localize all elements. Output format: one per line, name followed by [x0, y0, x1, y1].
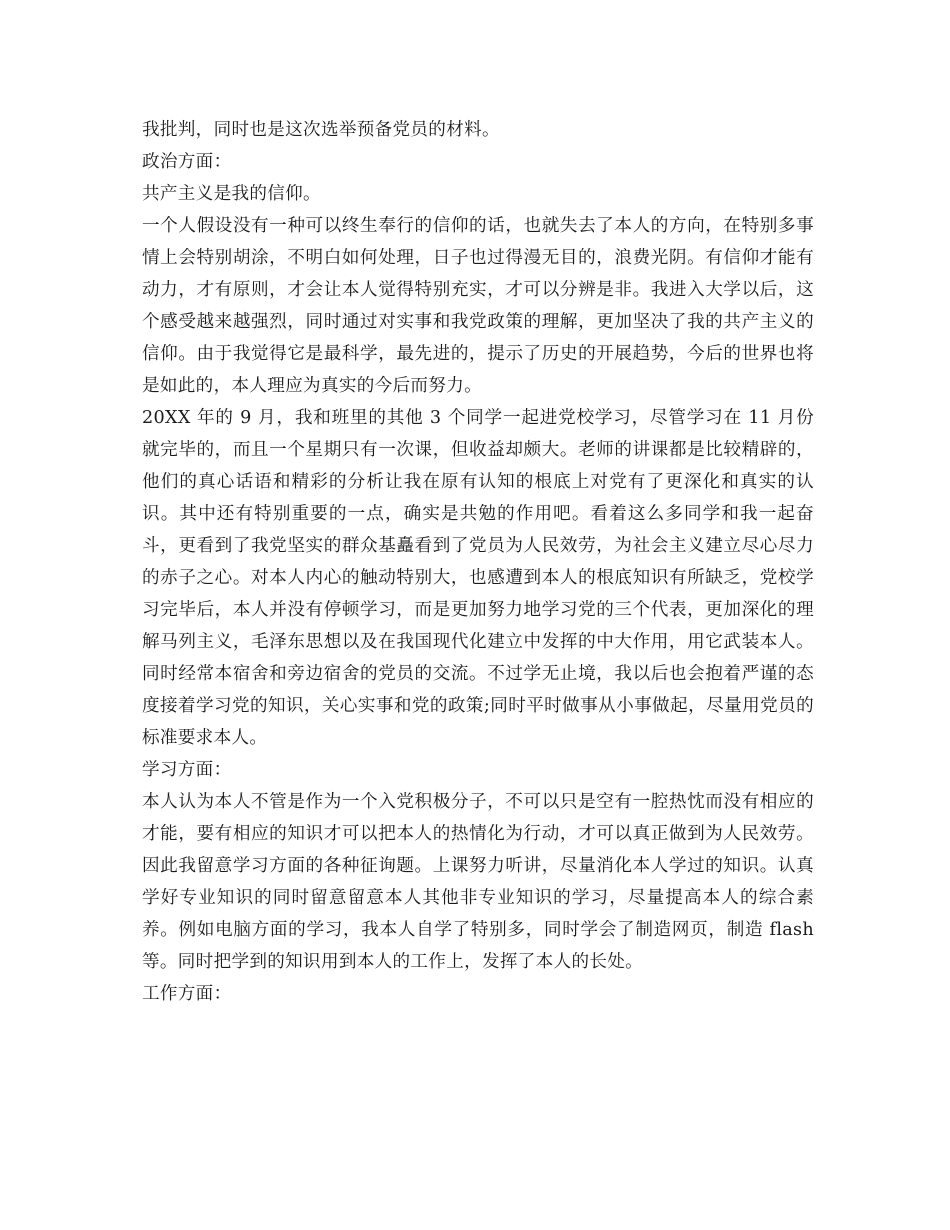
paragraph-party-school: 20XX 年的 9 月，我和班里的其他 3 个同学一起进党校学习，尽管学习在 11 月份就完毕的，而且一个星期只有一次课，但收益却颇大。老师的讲课都是比较精辟的，他们的真心话语和精彩的分析让我在原有认知的根底上对党有了更深化和真实的认识。其中还有特别重要的一点，确实是共勉的作用吧。看着这么多同学和我一起奋斗，更看到了我党坚实的群众基矗看到了党员为人民效劳，为社会主义建立尽心尽力的赤子之心。对本人内心的触动特别大，也感遭到本人的根底知识有所缺乏，党校学习完毕后，本人并没有停顿学习，而是更加努力地学习党的三个代表，更加深化的理解马列主义，毛泽东思想以及在我国现代化建立中发挥的中大作用，用它武装本人。同时经常本宿舍和旁边宿舍的党员的交流。不过学无止境，我以后也会抱着严谨的态度接着学习党的知识，关心实事和党的政策;同时平时做事从小事做起，尽量用党员的标准要求本人。 [142, 408, 814, 748]
section-heading-politics: 政治方面： [142, 152, 232, 172]
paragraph-belief: 共产主义是我的信仰。 [142, 184, 321, 204]
section-heading-study: 学习方面： [142, 760, 232, 780]
paragraph-study: 本人认为本人不管是作为一个入党积极分子，不可以只是空有一腔热忱而没有相应的才能，要有相应的知识才可以把本人的热情化为行动，才可以真正做到为人民效劳。因此我留意学习方面的各种征询题。上课努力听讲，尽量消化本人学过的知识。认真学好专业知识的同时留意留意本人其他非专业知识的学习，尽量提高本人的综合素养。例如电脑方面的学习，我本人自学了特别多，同时学会了制造网页，制造 flash 等。同时把学到的知识用到本人的工作上，发挥了本人的长处。 [142, 792, 814, 972]
paragraph-faith: 一个人假设没有一种可以终生奉行的信仰的话，也就失去了本人的方向，在特别多事情上会特别胡涂，不明白如何处理，日子也过得漫无目的，浪费光阴。有信仰才能有动力，才有原则，才会让本人觉得特别充实，才可以分辨是非。我进入大学以后，这个感受越来越强烈，同时通过对实事和我党政策的理解，更加坚决了我的共产主义的信仰。由于我觉得它是最科学，最先进的，提示了历史的开展趋势，今后的世界也将是如此的，本人理应为真实的今后而努力。 [142, 216, 814, 396]
paragraph-intro-end: 我批判，同时也是这次选举预备党员的材料。 [142, 120, 500, 140]
document-body [142, 114, 814, 1010]
section-heading-work: 工作方面： [142, 984, 232, 1004]
